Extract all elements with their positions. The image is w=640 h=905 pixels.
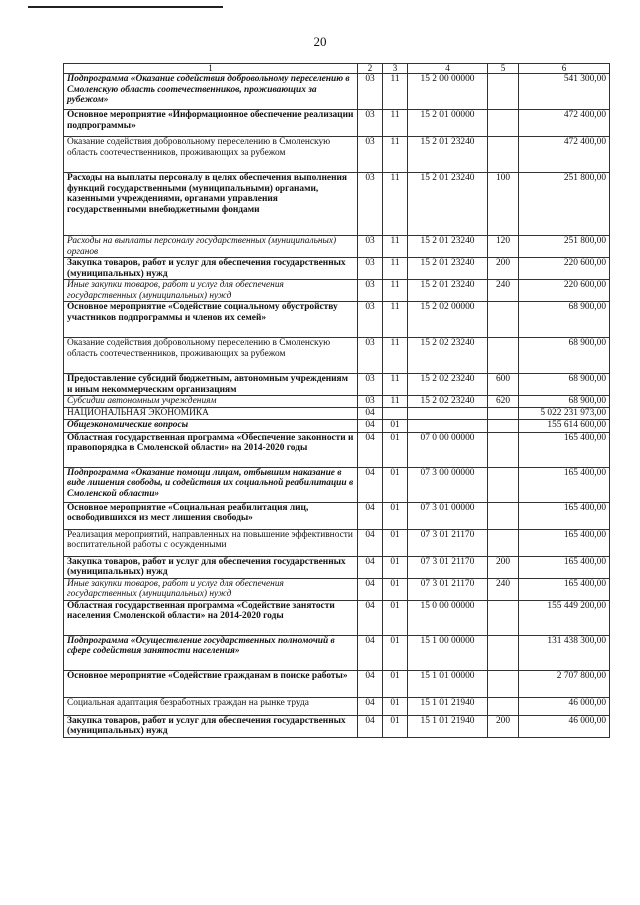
row-subsection-code: 11 <box>383 137 408 173</box>
row-section-code: 04 <box>358 502 383 529</box>
row-section-code: 03 <box>358 173 383 236</box>
header-cell: 3 <box>383 64 408 74</box>
row-amount: 165 400,00 <box>519 467 610 502</box>
row-target-article <box>408 419 488 432</box>
row-target-article: 15 2 02 00000 <box>408 302 488 338</box>
table-row <box>64 338 610 374</box>
row-target-article: 15 2 02 23240 <box>408 396 488 408</box>
row-amount: 165 400,00 <box>519 432 610 467</box>
row-amount: 220 600,00 <box>519 258 610 280</box>
row-section-code: 04 <box>358 697 383 715</box>
table-row <box>64 502 610 529</box>
row-subsection-code: 01 <box>383 715 408 737</box>
row-subsection-code: 01 <box>383 635 408 670</box>
table-row <box>64 407 610 419</box>
row-subsection-code: 11 <box>383 258 408 280</box>
row-target-article: 15 2 01 00000 <box>408 110 488 137</box>
row-section-code: 03 <box>358 258 383 280</box>
row-target-article <box>408 407 488 419</box>
row-section-code: 04 <box>358 670 383 697</box>
row-amount: 46 000,00 <box>519 715 610 737</box>
row-description: Закупка товаров, работ и услуг для обеспечения государственных (муниципальных) нужд <box>64 258 358 280</box>
row-expense-type <box>488 432 519 467</box>
table-row <box>64 578 610 600</box>
row-description: Расходы на выплаты персоналу государственных (муниципальных) органов <box>64 236 358 258</box>
row-section-code: 04 <box>358 600 383 635</box>
row-description: Иные закупки товаров, работ и услуг для обеспечения государственных (муниципальных) нужд <box>64 578 358 600</box>
row-target-article: 15 1 01 21940 <box>408 715 488 737</box>
row-section-code: 03 <box>358 338 383 374</box>
row-expense-type <box>488 467 519 502</box>
row-subsection-code: 01 <box>383 467 408 502</box>
row-amount: 46 000,00 <box>519 697 610 715</box>
row-subsection-code: 01 <box>383 670 408 697</box>
table-header-row <box>64 64 610 74</box>
row-target-article: 15 1 01 00000 <box>408 670 488 697</box>
row-amount: 472 400,00 <box>519 110 610 137</box>
top-rule <box>28 6 223 8</box>
row-subsection-code: 01 <box>383 578 408 600</box>
row-section-code: 03 <box>358 280 383 302</box>
table-row <box>64 74 610 110</box>
row-description: Социальная адаптация безработных граждан на рынке труда <box>64 697 358 715</box>
row-expense-type <box>488 502 519 529</box>
row-description: Иные закупки товаров, работ и услуг для обеспечения государственных (муниципальных) нужд <box>64 280 358 302</box>
row-section-code: 04 <box>358 556 383 578</box>
budget-table-body <box>64 64 610 738</box>
row-target-article: 07 3 01 21170 <box>408 578 488 600</box>
row-expense-type <box>488 529 519 556</box>
row-amount: 2 707 800,00 <box>519 670 610 697</box>
row-description: Субсидии автономным учреждениям <box>64 396 358 408</box>
row-amount: 68 900,00 <box>519 338 610 374</box>
page-number: 20 <box>313 34 327 49</box>
table-row <box>64 600 610 635</box>
row-target-article: 07 0 00 00000 <box>408 432 488 467</box>
row-description: Оказание содействия добровольному переселению в Смоленскую область соотечественников, проживающих за рубежом <box>64 338 358 374</box>
row-section-code: 03 <box>358 110 383 137</box>
row-expense-type: 600 <box>488 374 519 396</box>
row-description: Предоставление субсидий бюджетным, автономным учреждениям и иным некоммерческим организациям <box>64 374 358 396</box>
row-target-article: 15 1 01 21940 <box>408 697 488 715</box>
budget-table <box>63 63 610 738</box>
row-target-article: 15 2 01 23240 <box>408 236 488 258</box>
row-description: Областная государственная программа «Обеспечение законности и правопорядка в Смоленской области» на 2014-2020 годы <box>64 432 358 467</box>
row-expense-type <box>488 697 519 715</box>
table-row <box>64 110 610 137</box>
row-subsection-code: 01 <box>383 419 408 432</box>
table-row <box>64 432 610 467</box>
row-expense-type <box>488 407 519 419</box>
row-expense-type: 200 <box>488 258 519 280</box>
row-section-code: 03 <box>358 236 383 258</box>
row-expense-type <box>488 635 519 670</box>
table-row <box>64 137 610 173</box>
row-section-code: 04 <box>358 529 383 556</box>
row-subsection-code: 01 <box>383 697 408 715</box>
header-cell: 5 <box>488 64 519 74</box>
row-expense-type <box>488 670 519 697</box>
row-description: НАЦИОНАЛЬНАЯ ЭКОНОМИКА <box>64 407 358 419</box>
row-subsection-code: 11 <box>383 236 408 258</box>
row-section-code: 04 <box>358 578 383 600</box>
row-target-article: 07 3 01 21170 <box>408 529 488 556</box>
row-amount: 165 400,00 <box>519 578 610 600</box>
table-row <box>64 374 610 396</box>
row-amount: 68 900,00 <box>519 396 610 408</box>
row-amount: 155 449 200,00 <box>519 600 610 635</box>
row-section-code: 03 <box>358 74 383 110</box>
row-description: Расходы на выплаты персоналу в целях обеспечения выполнения функций государственными (муниципальными) органами, казенными учреждениями, органами управления государственными внебюджетными фондами <box>64 173 358 236</box>
row-description: Основное мероприятие «Содействие социальному обустройству участников подпрограммы и членов их семей» <box>64 302 358 338</box>
table-row <box>64 715 610 737</box>
header-cell: 6 <box>519 64 610 74</box>
row-section-code: 04 <box>358 635 383 670</box>
row-subsection-code: 11 <box>383 173 408 236</box>
row-description: Общеэкономические вопросы <box>64 419 358 432</box>
row-target-article: 15 2 00 00000 <box>408 74 488 110</box>
table-row <box>64 467 610 502</box>
row-expense-type <box>488 600 519 635</box>
row-subsection-code: 11 <box>383 396 408 408</box>
row-target-article: 15 2 02 23240 <box>408 374 488 396</box>
table-row <box>64 556 610 578</box>
table-row <box>64 302 610 338</box>
row-subsection-code: 11 <box>383 74 408 110</box>
row-amount: 155 614 600,00 <box>519 419 610 432</box>
row-target-article: 07 3 01 00000 <box>408 502 488 529</box>
row-amount: 165 400,00 <box>519 502 610 529</box>
row-expense-type <box>488 137 519 173</box>
row-amount: 251 800,00 <box>519 173 610 236</box>
row-amount: 131 438 300,00 <box>519 635 610 670</box>
table-row <box>64 280 610 302</box>
row-description: Закупка товаров, работ и услуг для обеспечения государственных (муниципальных) нужд <box>64 715 358 737</box>
table-row <box>64 697 610 715</box>
row-subsection-code: 11 <box>383 110 408 137</box>
row-subsection-code: 01 <box>383 502 408 529</box>
row-amount: 165 400,00 <box>519 556 610 578</box>
row-subsection-code <box>383 407 408 419</box>
row-section-code: 03 <box>358 374 383 396</box>
row-expense-type <box>488 74 519 110</box>
row-subsection-code: 01 <box>383 432 408 467</box>
table-row <box>64 419 610 432</box>
row-target-article: 07 3 01 21170 <box>408 556 488 578</box>
row-expense-type: 200 <box>488 715 519 737</box>
row-expense-type <box>488 338 519 374</box>
table-row <box>64 670 610 697</box>
row-description: Основное мероприятие «Социальная реабилитация лиц, освободившихся из мест лишения свободы» <box>64 502 358 529</box>
row-amount: 251 800,00 <box>519 236 610 258</box>
row-amount: 220 600,00 <box>519 280 610 302</box>
row-section-code: 03 <box>358 137 383 173</box>
row-section-code: 03 <box>358 302 383 338</box>
row-expense-type: 100 <box>488 173 519 236</box>
row-subsection-code: 11 <box>383 374 408 396</box>
row-amount: 68 900,00 <box>519 374 610 396</box>
row-subsection-code: 01 <box>383 600 408 635</box>
row-expense-type: 200 <box>488 556 519 578</box>
row-section-code: 04 <box>358 407 383 419</box>
row-description: Областная государственная программа «Содействие занятости населения Смоленской области» на 2014-2020 годы <box>64 600 358 635</box>
header-cell: 2 <box>358 64 383 74</box>
table-row <box>64 236 610 258</box>
row-description: Подпрограмма «Оказание помощи лицам, отбывшим наказание в виде лишения свободы, и содействия их социальной реабилитации в Смоленской области» <box>64 467 358 502</box>
row-amount: 165 400,00 <box>519 529 610 556</box>
table-row <box>64 173 610 236</box>
row-description: Оказание содействия добровольному переселению в Смоленскую область соотечественников, проживающих за рубежом <box>64 137 358 173</box>
row-subsection-code: 01 <box>383 529 408 556</box>
row-target-article: 15 1 00 00000 <box>408 635 488 670</box>
table-row <box>64 529 610 556</box>
row-target-article: 15 2 01 23240 <box>408 173 488 236</box>
row-description: Подпрограмма «Оказание содействия добровольному переселению в Смоленскую область соотечественников, проживающих за рубежом» <box>64 74 358 110</box>
row-target-article: 15 2 01 23240 <box>408 258 488 280</box>
table-row <box>64 635 610 670</box>
row-target-article: 15 0 00 00000 <box>408 600 488 635</box>
row-amount: 541 300,00 <box>519 74 610 110</box>
row-subsection-code: 11 <box>383 280 408 302</box>
row-section-code: 03 <box>358 396 383 408</box>
row-amount: 68 900,00 <box>519 302 610 338</box>
row-expense-type <box>488 110 519 137</box>
row-expense-type: 120 <box>488 236 519 258</box>
row-section-code: 04 <box>358 432 383 467</box>
row-target-article: 07 3 00 00000 <box>408 467 488 502</box>
row-expense-type: 240 <box>488 578 519 600</box>
header-cell: 4 <box>408 64 488 74</box>
row-description: Закупка товаров, работ и услуг для обеспечения государственных (муниципальных) нужд <box>64 556 358 578</box>
row-description: Основное мероприятие «Информационное обеспечение реализации подпрограммы» <box>64 110 358 137</box>
row-target-article: 15 2 01 23240 <box>408 137 488 173</box>
row-target-article: 15 2 01 23240 <box>408 280 488 302</box>
row-expense-type <box>488 302 519 338</box>
table-row <box>64 258 610 280</box>
row-description: Реализация мероприятий, направленных на повышение эффективности воспитательной работы с осужденными <box>64 529 358 556</box>
row-expense-type <box>488 419 519 432</box>
row-target-article: 15 2 02 23240 <box>408 338 488 374</box>
row-description: Основное мероприятие «Содействие гражданам в поиске работы» <box>64 670 358 697</box>
row-section-code: 04 <box>358 467 383 502</box>
row-subsection-code: 01 <box>383 556 408 578</box>
row-section-code: 04 <box>358 715 383 737</box>
row-section-code: 04 <box>358 419 383 432</box>
row-description: Подпрограмма «Осуществление государственных полномочий в сфере содействия занятости населения» <box>64 635 358 670</box>
row-expense-type: 240 <box>488 280 519 302</box>
header-cell: 1 <box>64 64 358 74</box>
row-amount: 472 400,00 <box>519 137 610 173</box>
row-subsection-code: 11 <box>383 338 408 374</box>
table-row <box>64 396 610 408</box>
row-amount: 5 022 231 973,00 <box>519 407 610 419</box>
row-subsection-code: 11 <box>383 302 408 338</box>
row-expense-type: 620 <box>488 396 519 408</box>
